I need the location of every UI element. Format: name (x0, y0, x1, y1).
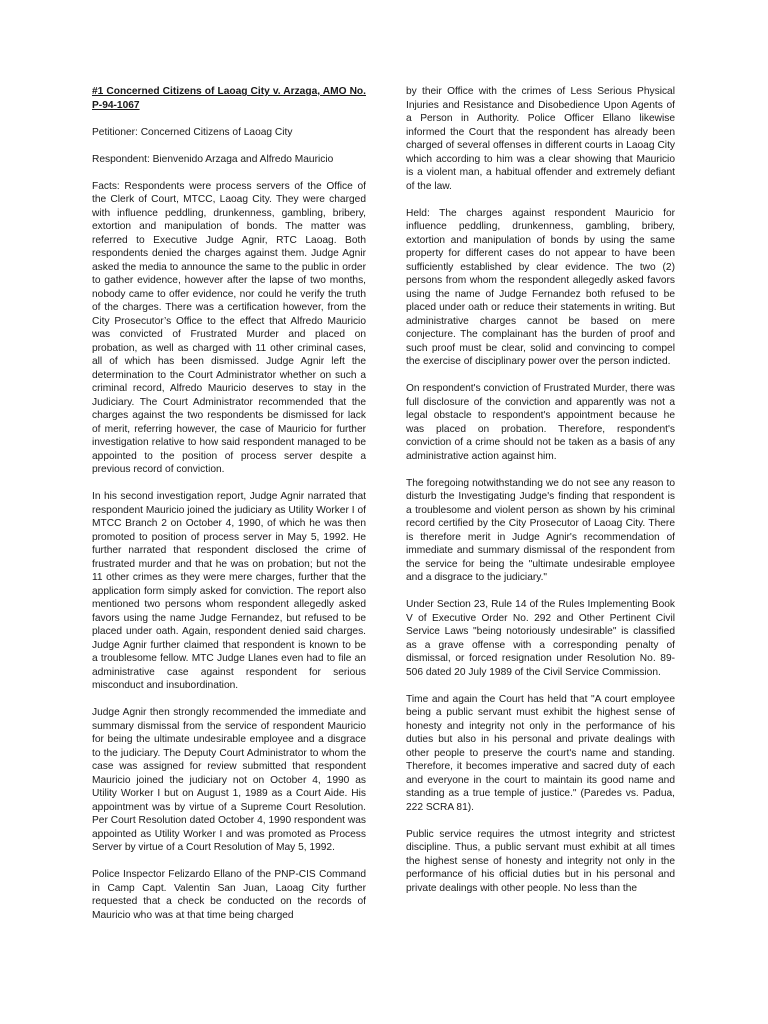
recommendation-paragraph: Judge Agnir then strongly recommended the immediate and summary dismissal from the service of respondent Mauricio for being the ultimate undesirable employee and a disgrace to the judiciary. The Deputy Court Administrator to whom the case was assigned for review submitted that respondent Mauricio joined the judiciary not on October 4, 1990 as Utility Worker I but on August 1, 1989 as a Court Aide. His appointment was by virtue of a Supreme Court Resolution. Per Court Resolution dated October 4, 1990 respondent was appointed as Utility Worker I and was promoted as Process Server by virtue of a Court Resolution of May 5, 1992. (92, 707, 366, 853)
continuation-paragraph: by their Office with the crimes of Less Serious Physical Injuries and Resistance and Disobedience Upon Agents of a Person in Authority. Police Officer Ellano likewise informed the Court that the respondent has already been charged of several offenses in different courts in Laoag City which according to him was a clear showing that Mauricio is a violent man, a habitual offender and extremely defiant of the law. (406, 86, 675, 192)
section-23-paragraph: Under Section 23, Rule 14 of the Rules Implementing Book V of Executive Order No. 292 and Other Pertinent Civil Service Laws "being notoriously undesirable" is classified as a grave offense with a corresponding penalty of dismissal, or forced resignation under Resolution No. 89-506 dated 20 July 1989 of the Civil Service Commission. (406, 599, 675, 678)
court-employee-paragraph: Time and again the Court has held that "A court employee being a public servant must exhibit the highest sense of honesty and integrity not only in the performance of his duties but also in his personal and private dealings with other people to preserve the court's name and standing. Therefore, it becomes imperative and sacred duty of each and everyone in the court to maintain its good name and standing as a true temple of justice." (Paredes vs. Padua, 222 SCRA 81). (406, 693, 675, 813)
foregoing-paragraph: The foregoing notwithstanding we do not see any reason to disturb the Investigating Judge's finding that respondent is a troublesome and violent person as shown by his criminal record certified by the City Prosecutor of Laoag City. There is therefore merit in Judge Agnir's recommendation of immediate and summary dismissal of the respondent from the service for being the "ultimate undesirable employee and a disgrace to the judiciary." (406, 477, 675, 583)
right-column (406, 85, 675, 909)
case-header (92, 85, 366, 166)
petitioner-line: Petitioner: Concerned Citizens of Laoag City (92, 126, 293, 138)
respondent-line: Respondent: Bienvenido Arzaga and Alfredo Mauricio (92, 153, 334, 165)
police-request-paragraph: Police Inspector Felizardo Ellano of the PNP-CIS Command in Camp Capt. Valentin San Juan, Laoag City further requested that a check be conducted on the records of Mauricio who was at that time being charged (92, 869, 366, 921)
facts-paragraph: Facts: Respondents were process servers of the Office of the Clerk of Court, MTCC, Laoag City. They were charged with influence peddling, drunkenness, gambling, bribery, extortion and manipulation of bonds. The matter was referred to Executive Judge Agnir, RTC Laoag. Both respondents denied the charges against them. Judge Agnir asked the media to announce the same to the public in order to gather evidence, however after the lapse of two months, nobody came to offer evidence, nor could he verify the truth of the charges. There was a certification however, from the City Prosecutor’s Office to the effect that Alfredo Mauricio was convicted of Frustrated Murder and placed on probation, as well as charged with 11 other criminal cases, all of which has been dismissed. Judge Agnir left the determination to the Court Administrator whether on such a criminal record, Alfredo Mauricio deserves to stay in the Judiciary. The Court Administrator recommended that the charges against the two respondents be dismissed for lack of merit, referring however, the case of Mauricio for further investigation relative to how said respondent managed to be appointed to the position of process server despite a previous record of conviction. (92, 180, 366, 475)
public-service-paragraph: Public service requires the utmost integrity and strictest discipline. Thus, a public servant must exhibit at all times the highest sense of honesty and integrity not only in the performance of his official duties but in his personal and private dealings with other people. No less than the (406, 828, 675, 894)
held-paragraph: Held: The charges against respondent Mauricio for influence peddling, drunkenness, gambling, bribery, extortion and manipulation of bonds by using the same property for different cases do not appear to have been sufficiently established by clear evidence. The two (2) persons from whom the respondent allegedly asked favors using the name of Judge Fernandez both refused to be placed under oath or reduce their statements in writing. But administrative charges cannot be based on mere conjecture. The complainant has the burden of proof and such proof must be clear, solid and convincing to compel the exercise of disciplinary power over the person indicted. (406, 207, 675, 367)
left-column (92, 85, 366, 936)
conviction-paragraph: On respondent's conviction of Frustrated Murder, there was full disclosure of the conviction and apparently was not a legal obstacle to respondent's appointment because he was placed on probation. Therefore, respondent's conviction of a crime should not be taken as a basis of any administrative action against him. (406, 383, 675, 462)
second-report-paragraph: In his second investigation report, Judge Agnir narrated that respondent Mauricio joined the judiciary as Utility Worker I of MTCC Branch 2 on October 4, 1990, of which he was then promoted to position of process server in May 5, 1992. He further narrated that respondent disclosed the crime of frustrated murder and that he was on probation; but not the 11 other crimes as they were mere charges, further that the application form simply asked for conviction. The report also mentioned two persons whom respondent allegedly asked favors using the name Judge Fernandez, but refused to be placed under oath. Again, respondent denied said charges. Judge Agnir further claimed that respondent is known to be a troublesome fellow. MTC Judge Llanes even had to file an administrative case against respondent for serious misconduct and insubordination. (92, 491, 366, 691)
case-title: #1 Concerned Citizens of Laoag City v. Arzaga, AMO No. P-94-1067 (92, 86, 366, 111)
